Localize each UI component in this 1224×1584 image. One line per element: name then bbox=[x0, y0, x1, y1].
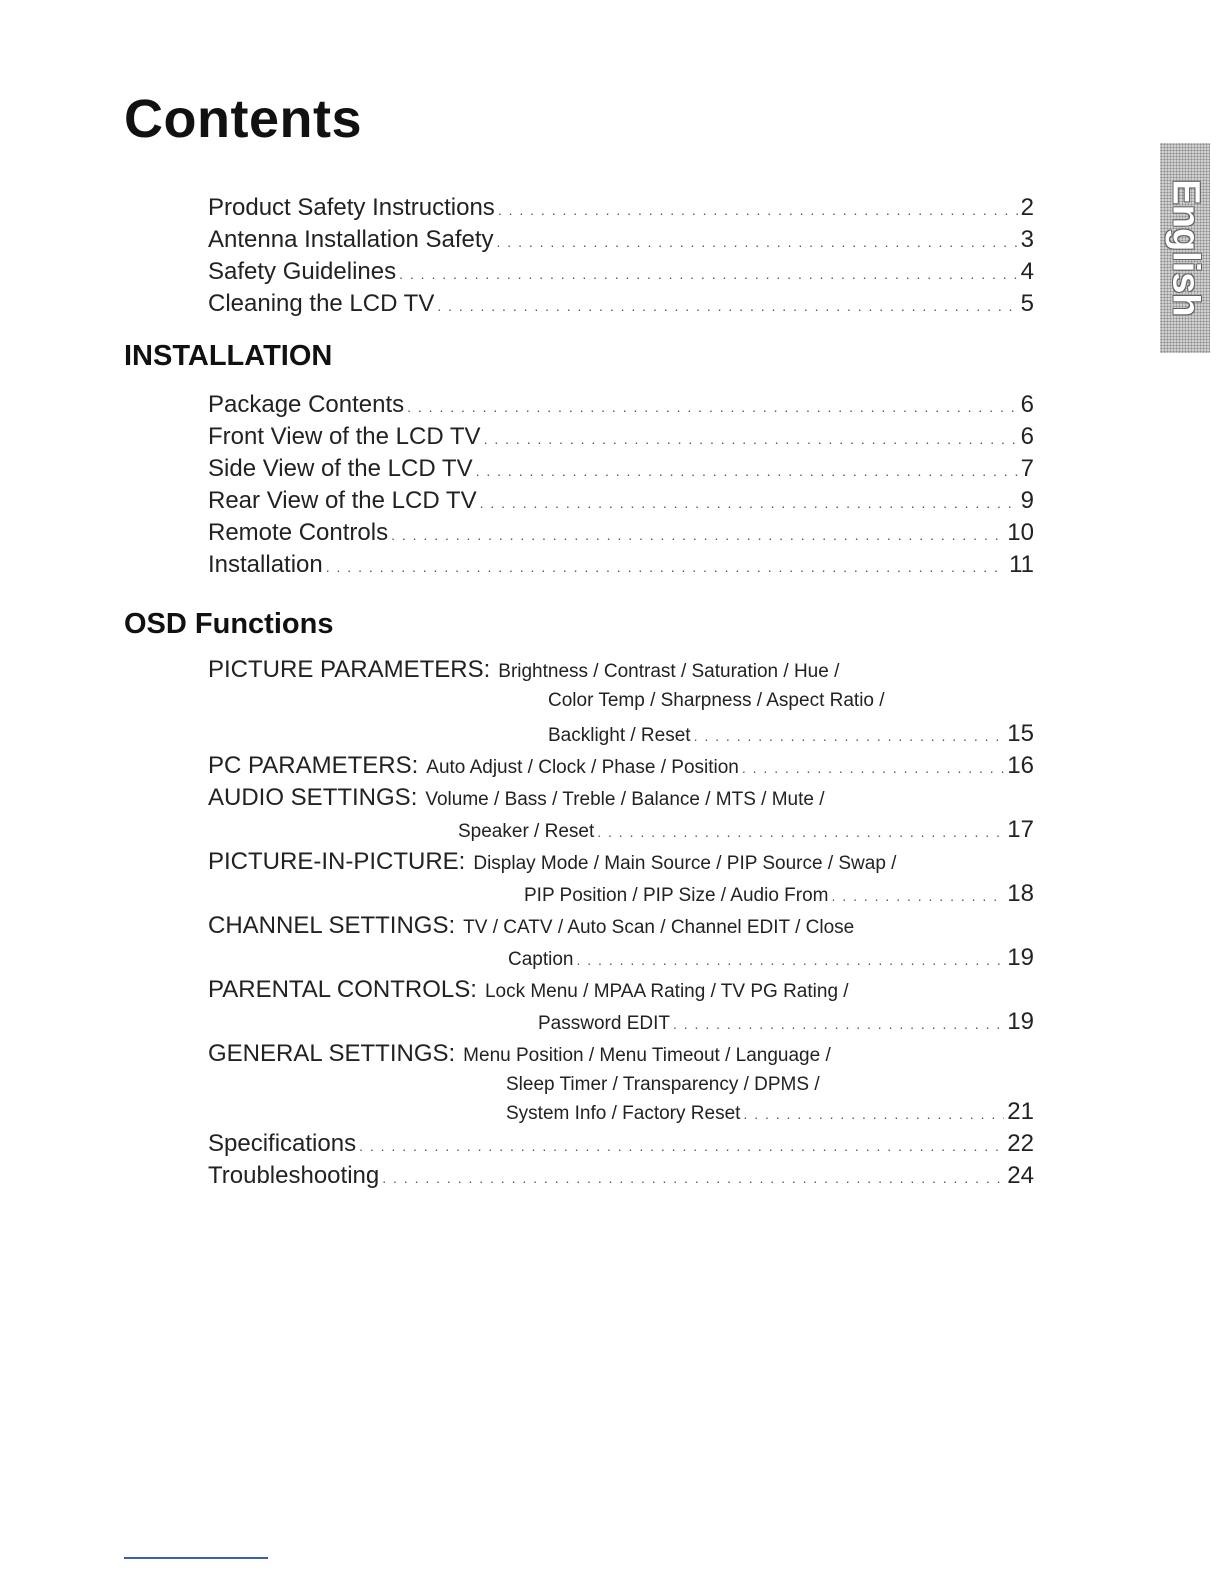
dot-leader bbox=[742, 760, 1004, 776]
toc-entry-page: 6 bbox=[1020, 423, 1034, 450]
toc-entry-subtopics: Brightness / Contrast / Saturation / Hue / bbox=[498, 661, 840, 682]
toc-entry-page: 19 bbox=[1007, 1008, 1034, 1035]
toc-entry-general-settings-end[interactable] bbox=[506, 1098, 1034, 1130]
toc-entry-parental-controls-end[interactable] bbox=[538, 1008, 1034, 1040]
toc-entry-picture-parameters[interactable] bbox=[208, 656, 1034, 688]
dot-leader bbox=[694, 728, 1005, 744]
toc-entry-picture-parameters-end[interactable] bbox=[548, 720, 1034, 752]
toc-entry-audio-settings-end[interactable] bbox=[458, 816, 1034, 848]
toc-entry-subtopics: Lock Menu / MPAA Rating / TV PG Rating / bbox=[484, 981, 849, 1002]
toc-entry-label: Safety Guidelines bbox=[208, 258, 397, 285]
toc-entry-subtopics-cont: Color Temp / Sharpness / Aspect Ratio / bbox=[548, 690, 885, 711]
toc-entry-label: PC PARAMETERS: bbox=[208, 752, 419, 779]
toc-entry-label: PICTURE PARAMETERS: bbox=[208, 656, 491, 683]
dot-leader bbox=[597, 824, 1004, 840]
toc-entry-subtopics-cont: Sleep Timer / Transparency / DPMS / bbox=[506, 1074, 820, 1095]
toc-entry-cleaning[interactable] bbox=[208, 290, 1034, 322]
toc-entry-label: PARENTAL CONTROLS: bbox=[208, 976, 477, 1003]
toc-entry-subtopics-cont: PIP Position / PIP Size / Audio From bbox=[524, 885, 829, 906]
dot-leader bbox=[577, 952, 1005, 968]
toc-entry-label: PICTURE-IN-PICTURE: bbox=[208, 848, 466, 875]
dot-leader bbox=[743, 1106, 1004, 1122]
toc-entry-general-settings[interactable] bbox=[208, 1040, 1034, 1072]
toc-entry-specifications[interactable] bbox=[208, 1130, 1034, 1162]
toc-entry-label: Remote Controls bbox=[208, 519, 389, 546]
toc-entry-label: AUDIO SETTINGS: bbox=[208, 784, 418, 811]
toc-entry-channel-settings[interactable] bbox=[208, 912, 1034, 944]
dot-leader bbox=[326, 559, 1006, 575]
toc-entry-subtopics-cont: Backlight / Reset bbox=[548, 725, 691, 746]
toc-entry-package-contents[interactable] bbox=[208, 391, 1034, 423]
dot-leader bbox=[359, 1138, 1004, 1154]
toc-entry-label: Cleaning the LCD TV bbox=[208, 290, 435, 317]
toc-entry-page: 11 bbox=[1009, 551, 1034, 578]
toc-entry-audio-settings[interactable] bbox=[208, 784, 1034, 816]
toc-entry-subtopics: Volume / Bass / Treble / Balance / MTS / Mute / bbox=[425, 789, 825, 810]
toc-entry-remote-controls[interactable] bbox=[208, 519, 1034, 551]
toc-entry-page: 2 bbox=[1020, 194, 1034, 221]
toc-entry-subtopics-cont: Caption bbox=[508, 949, 574, 970]
dot-leader bbox=[480, 495, 1018, 511]
dot-leader bbox=[497, 234, 1018, 250]
installation-heading: INSTALLATION bbox=[124, 340, 333, 372]
toc-entry-page: 10 bbox=[1007, 519, 1034, 546]
dot-leader bbox=[437, 298, 1017, 314]
toc-entry-side-view[interactable] bbox=[208, 455, 1034, 487]
dot-leader bbox=[498, 202, 1018, 218]
dot-leader bbox=[476, 463, 1018, 479]
osd-heading: OSD Functions bbox=[124, 608, 334, 640]
toc-entry-label: Installation bbox=[208, 551, 323, 578]
footer-rule bbox=[124, 1557, 268, 1559]
toc-entry-picture-in-picture[interactable] bbox=[208, 848, 1058, 880]
toc-entry-label: Specifications bbox=[208, 1130, 357, 1157]
toc-entry-page: 24 bbox=[1007, 1162, 1034, 1189]
toc-entry-subtopics-cont: Password EDIT bbox=[538, 1013, 670, 1034]
toc-entry-antenna-safety[interactable] bbox=[208, 226, 1034, 258]
toc-entry-page: 21 bbox=[1007, 1098, 1034, 1125]
toc-entry-subtopics-cont: Speaker / Reset bbox=[458, 821, 595, 842]
toc-entry-page: 17 bbox=[1007, 816, 1034, 843]
toc-entry-page: 22 bbox=[1007, 1130, 1034, 1157]
dot-leader bbox=[484, 431, 1018, 447]
toc-entry-label: Troubleshooting bbox=[208, 1162, 380, 1189]
toc-entry-label: Antenna Installation Safety bbox=[208, 226, 494, 253]
toc-entry-label: Rear View of the LCD TV bbox=[208, 487, 477, 514]
toc-entry-page: 5 bbox=[1020, 290, 1034, 317]
toc-entry-label: Side View of the LCD TV bbox=[208, 455, 473, 482]
language-tab bbox=[1160, 143, 1210, 353]
toc-entry-subtopics: Display Mode / Main Source / PIP Source / Swap / bbox=[473, 853, 897, 874]
toc-entry-subtopics: TV / CATV / Auto Scan / Channel EDIT / Close bbox=[463, 917, 855, 938]
toc-entry-subtopics: Auto Adjust / Clock / Phase / Position bbox=[426, 757, 739, 778]
toc-entry-safety-guidelines[interactable] bbox=[208, 258, 1034, 290]
toc-entry-page: 19 bbox=[1007, 944, 1034, 971]
toc-entry-page: 16 bbox=[1007, 752, 1034, 779]
toc-entry-label: Package Contents bbox=[208, 391, 405, 418]
toc-entry-label: CHANNEL SETTINGS: bbox=[208, 912, 456, 939]
toc-entry-label: Product Safety Instructions bbox=[208, 194, 495, 221]
page-title: Contents bbox=[124, 89, 362, 149]
toc-entry-troubleshooting[interactable] bbox=[208, 1162, 1034, 1194]
dot-leader bbox=[382, 1170, 1004, 1186]
toc-entry-page: 6 bbox=[1020, 391, 1034, 418]
toc-entry-page: 4 bbox=[1020, 258, 1034, 285]
toc-entry-product-safety[interactable] bbox=[208, 194, 1034, 226]
toc-entry-label: GENERAL SETTINGS: bbox=[208, 1040, 456, 1067]
toc-entry-subtopics-cont: System Info / Factory Reset bbox=[506, 1103, 741, 1124]
toc-entry-page: 15 bbox=[1007, 720, 1034, 747]
toc-entry-rear-view[interactable] bbox=[208, 487, 1034, 519]
toc-entry-channel-settings-end[interactable] bbox=[508, 944, 1034, 976]
dot-leader bbox=[399, 266, 1018, 282]
dot-leader bbox=[391, 527, 1004, 543]
dot-leader bbox=[407, 399, 1018, 415]
toc-entry-picture-in-picture-end[interactable] bbox=[524, 880, 1034, 912]
toc-entry-page: 7 bbox=[1020, 455, 1034, 482]
dot-leader bbox=[832, 888, 1005, 904]
toc-entry-front-view[interactable] bbox=[208, 423, 1034, 455]
toc-entry-page: 9 bbox=[1020, 487, 1034, 514]
toc-entry-page: 18 bbox=[1007, 880, 1034, 907]
toc-entry-page: 3 bbox=[1020, 226, 1034, 253]
toc-entry-pc-parameters[interactable] bbox=[208, 752, 1034, 784]
toc-entry-installation[interactable] bbox=[208, 551, 1034, 583]
language-tab-label: English bbox=[1164, 179, 1207, 317]
toc-entry-parental-controls[interactable] bbox=[208, 976, 1034, 1008]
dot-leader bbox=[673, 1016, 1004, 1032]
toc-entry-subtopics: Menu Position / Menu Timeout / Language / bbox=[463, 1045, 831, 1066]
toc-entry-label: Front View of the LCD TV bbox=[208, 423, 481, 450]
